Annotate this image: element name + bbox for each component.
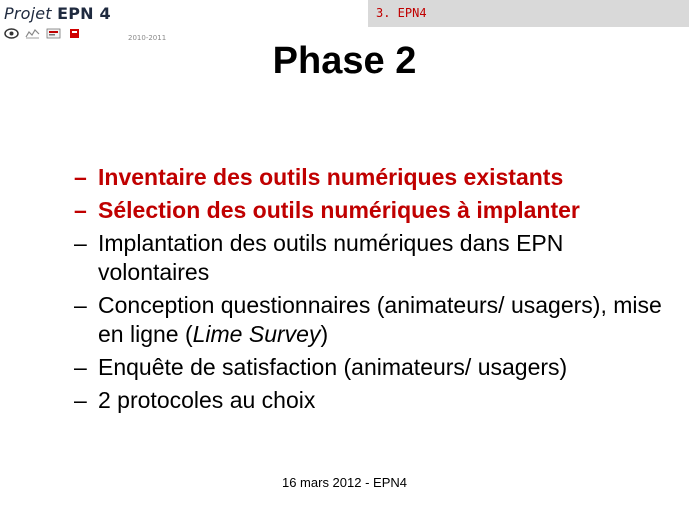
bullet-text: Inventaire des outils numériques existants xyxy=(98,164,564,190)
bullet-item xyxy=(74,353,674,382)
bullet-text: Sélection des outils numériques à implanter xyxy=(98,197,580,223)
bullet-text xyxy=(98,291,674,349)
logo-title-strong: EPN 4 xyxy=(57,4,111,23)
bullet-item xyxy=(74,163,674,192)
bullet-text: 2 protocoles au choix xyxy=(98,387,316,413)
bullet-dash: – xyxy=(74,354,87,380)
document-icon xyxy=(46,28,61,39)
bullet-text-before: Conception questionnaires (animateurs/ usagers), mise en ligne ( xyxy=(98,292,662,347)
chart-icon xyxy=(25,28,40,39)
bullet-dash: – xyxy=(74,387,87,413)
bullet-text: Implantation des outils numériques dans EPN volontaires xyxy=(98,230,564,285)
bullet-item xyxy=(74,291,674,349)
slide-footer: 16 mars 2012 - EPN4 xyxy=(281,475,407,490)
logo-icons xyxy=(4,28,82,39)
bullet-item xyxy=(74,229,674,287)
bullet-dash: – xyxy=(74,164,87,190)
section-label: 3. EPN4 xyxy=(376,6,427,20)
red-square-icon xyxy=(67,28,82,39)
bullet-text-after: ) xyxy=(320,321,329,347)
logo-years: 2010-2011 xyxy=(128,34,167,42)
bullet-list xyxy=(74,163,674,419)
bullet-dash: – xyxy=(74,197,87,223)
bullet-text-italic: Lime Survey xyxy=(192,321,321,347)
emblem-icon xyxy=(4,28,19,39)
bullet-dash: – xyxy=(74,230,87,256)
section-tab xyxy=(368,0,689,27)
logo-title xyxy=(4,4,111,23)
logo-title-prefix: Projet xyxy=(4,4,52,23)
bullet-item xyxy=(74,386,674,415)
bullet-dash: – xyxy=(74,292,87,318)
slide-title: Phase 2 xyxy=(272,40,417,82)
bullet-item xyxy=(74,196,674,225)
bullet-text: Enquête de satisfaction (animateurs/ usagers) xyxy=(98,354,568,380)
